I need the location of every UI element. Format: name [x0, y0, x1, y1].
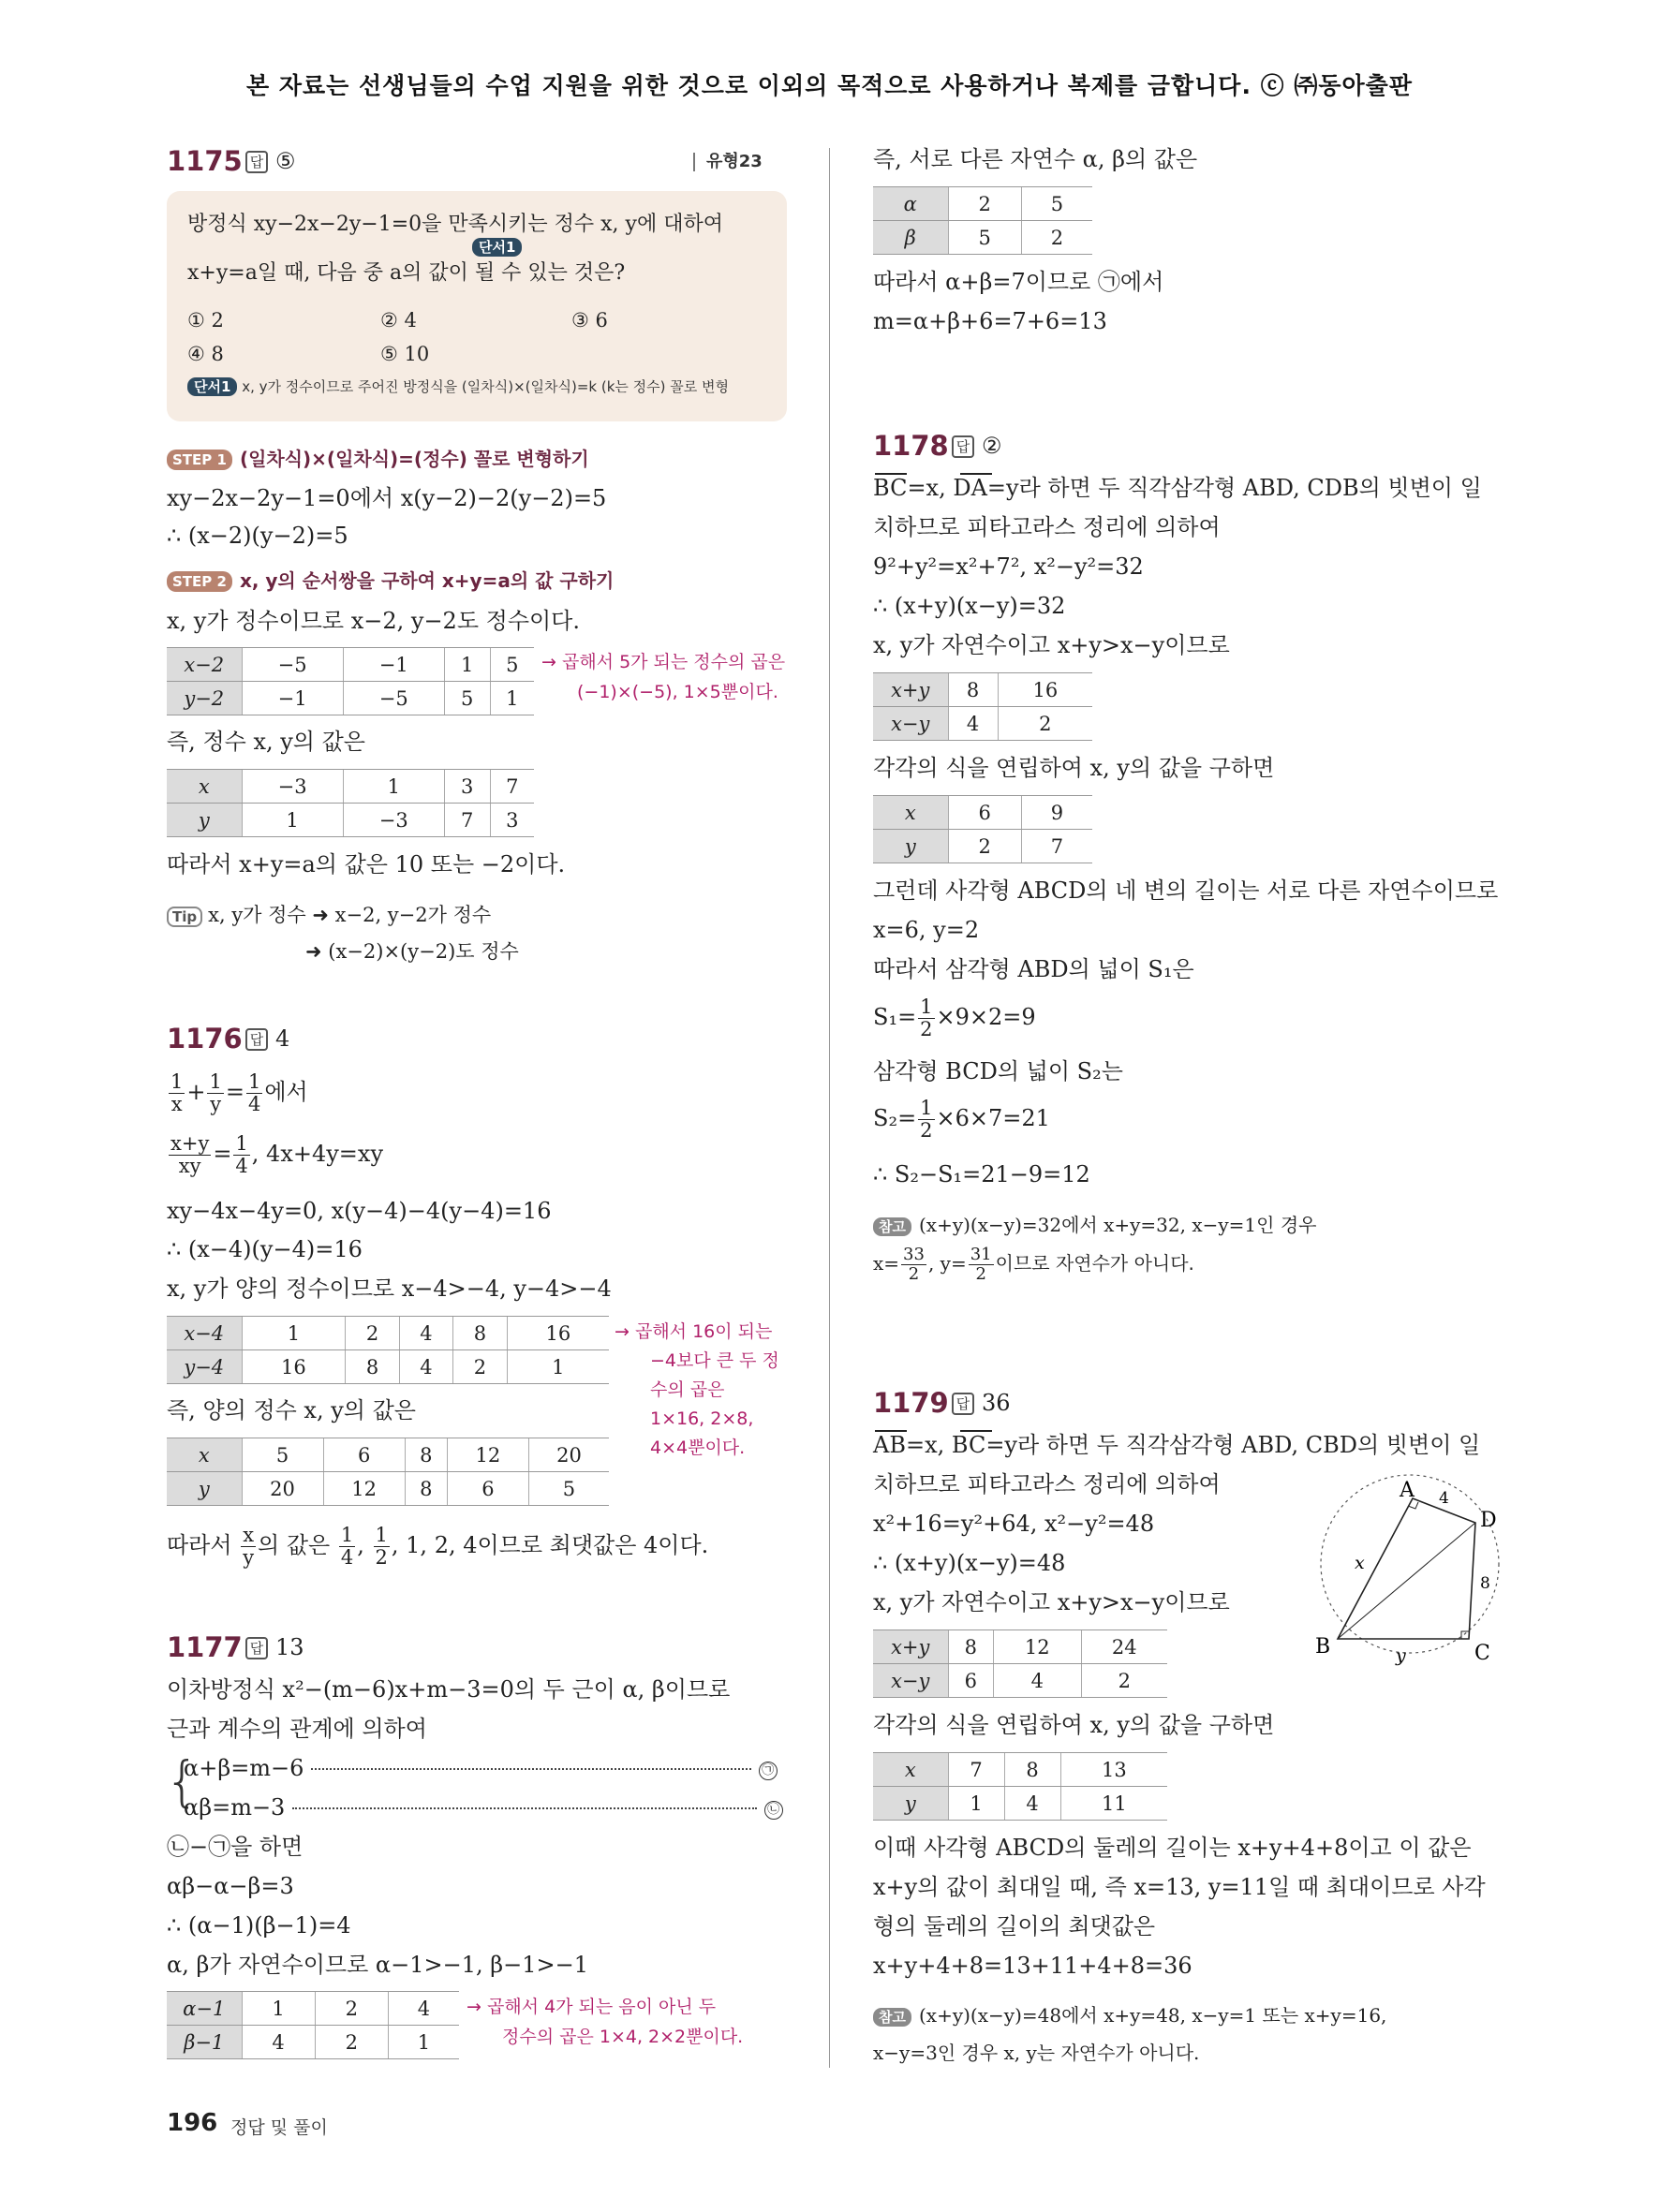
overline	[960, 473, 992, 475]
value-table: x−2 −5 −1 1 5 y−2 −1 −5 5 1	[167, 647, 534, 715]
value-table: x 6 9 y 2 7	[873, 795, 1092, 863]
solution-line: m=α+β+6=7+6=13	[873, 308, 1107, 334]
choice-1: ① 2	[187, 309, 224, 332]
value-table: x+y 8 12 24 x−y 6 4 2	[873, 1630, 1167, 1698]
side-note: → 곱해서 4가 되는 음이 아닌 두	[467, 1997, 717, 2017]
problem-number: 1175	[167, 145, 243, 177]
solution-line: 즉, 정수 x, y의 값은	[167, 729, 365, 755]
solution-line: x, y가 양의 정수이므로 x−4>−4, y−4>−4	[167, 1276, 612, 1302]
answer-mark-icon: 답	[245, 151, 268, 173]
copyright-notice: 본 자료는 선생님들의 수업 지원을 위한 것으로 이외의 목적으로 사용하거나 복제를 금합니다. ⓒ ㈜동아출판	[246, 72, 1413, 99]
solution-line: 각각의 식을 연립하여 x, y의 값을 구하면	[873, 755, 1275, 781]
solution-line: 치하므로 피타고라스 정리에 의하여	[873, 1471, 1221, 1497]
footer-label: 정답 및 풀이	[230, 2117, 328, 2138]
conclusion-line: 따라서 $\frac{x}{y}$ 의 값은 $\frac{1}{4}$ , $\frac{1}{2}$ , 1, 2, 4이므로 최댓값은 4이다.	[167, 1524, 709, 1569]
solution-line: x=6, y=2	[873, 917, 980, 943]
tip-line: ➜ (x−2)×(y−2)도 정수	[305, 940, 519, 963]
answer-mark-icon: 답	[245, 1028, 268, 1051]
solution-line: x, y가 자연수이고 x+y>x−y이므로	[873, 1589, 1230, 1615]
reference-note: 참고 (x+y)(x−y)=48에서 x+y=48, x−y=1 또는 x+y=16,	[873, 2000, 1386, 2030]
answer: 답 ⑤	[245, 146, 296, 176]
label-d: D	[1480, 1509, 1497, 1532]
answer: 답 4	[245, 1024, 289, 1054]
label-eight: 8	[1480, 1574, 1490, 1593]
solution-line: x²+16=y²+64, x²−y²=48	[873, 1511, 1155, 1537]
question-line-1: 방정식 xy−2x−2y−1=0을 만족시키는 정수 x, y에 대하여	[187, 213, 723, 236]
choice-4: ④ 8	[187, 343, 224, 365]
clue-tag: 단서1	[472, 238, 522, 257]
solution-line: 그런데 사각형 ABCD의 네 변의 길이는 서로 다른 자연수이므로	[873, 877, 1499, 904]
system-brace: {	[165, 1749, 200, 1813]
problem-number: 1179	[873, 1387, 949, 1419]
solution-line: 삼각형 BCD의 넓이 S₂는	[873, 1058, 1123, 1084]
value-table: x 5 6 8 12 20 y 20 12 8 6 5	[167, 1438, 609, 1506]
solution-line: ∴ S₂−S₁=21−9=12	[873, 1161, 1090, 1187]
side-note: → 곱해서 16이 되는	[615, 1321, 773, 1342]
answer-mark-icon: 답	[952, 1393, 974, 1415]
solution-line: BC=x, DA=y라 하면 두 직각삼각형 ABD, CDB의 빗변이 일	[873, 475, 1482, 501]
clue-hint: 단서1 x, y가 정수이므로 주어진 방정식을 (일차식)×(일차식)=k (k는 정수) 꼴로 변형	[187, 376, 729, 397]
question-box	[167, 191, 787, 421]
label-a: A	[1400, 1479, 1415, 1502]
step-1-heading: STEP 1 (일차식)×(일차식)=(정수) 꼴로 변형하기	[167, 446, 589, 472]
solution-line: αβ−α−β=3	[167, 1873, 294, 1899]
column-divider	[829, 148, 830, 2068]
solution-line: 따라서 삼각형 ABD의 넓이 S₁은	[873, 956, 1194, 982]
answer: 답 13	[245, 1632, 304, 1662]
page-number: 196	[167, 2109, 218, 2137]
solution-line: xy−2x−2y−1=0에서 x(y−2)−2(y−2)=5	[167, 485, 607, 511]
answer: 답 36	[952, 1388, 1011, 1418]
solution-line: ∴ (α−1)(β−1)=4	[167, 1912, 351, 1939]
solution-line: 형의 둘레의 길이의 최댓값은	[873, 1913, 1156, 1939]
reference-note: 참고 (x+y)(x−y)=32에서 x+y=32, x−y=1인 경우	[873, 1210, 1316, 1240]
solution-line: ㉡−㉠을 하면	[167, 1834, 304, 1860]
solution-line: α, β가 자연수이므로 α−1>−1, β−1>−1	[167, 1952, 588, 1978]
reference-note: x−y=3인 경우 x, y는 자연수가 아니다.	[873, 2042, 1200, 2064]
system-equation-2: αβ=m−3 ㉡	[184, 1792, 783, 1822]
solution-line: 따라서 α+β=7이므로 ㉠에서	[873, 269, 1164, 295]
question-line-2: x+y=a일 때, 다음 중 a의 값이 될 수 있는 것은?	[187, 261, 626, 285]
value-table: x−4 1 2 4 8 16 y−4 16 8 4 2 1	[167, 1316, 609, 1384]
problem-number: 1178	[873, 430, 949, 462]
solution-line: 이때 사각형 ABCD의 둘레의 길이는 x+y+4+8이고 이 값은	[873, 1835, 1472, 1861]
answer-mark-icon: 답	[952, 435, 974, 458]
overline	[875, 473, 907, 475]
problem-number: 1176	[167, 1023, 243, 1054]
overline	[960, 1430, 992, 1432]
right-angle-c	[1461, 1631, 1469, 1639]
label-x: x	[1355, 1553, 1365, 1573]
solution-line: 즉, 서로 다른 자연수 α, β의 값은	[873, 146, 1198, 172]
solution-line: 근과 계수의 관계에 의하여	[167, 1716, 427, 1742]
value-table: x 7 8 13 y 1 4 11	[873, 1752, 1167, 1821]
solution-line: 따라서 x+y=a의 값은 10 또는 −2이다.	[167, 851, 566, 877]
value-table: x+y 8 16 x−y 4 2	[873, 672, 1092, 741]
solution-line: 치하므로 피타고라스 정리에 의하여	[873, 514, 1221, 540]
solution-line: 9²+y²=x²+7², x²−y²=32	[873, 553, 1144, 580]
side-note: (−1)×(−5), 1×5뿐이다.	[577, 682, 778, 702]
solution-line: ∴ (x+y)(x−y)=48	[873, 1550, 1066, 1576]
label-b: B	[1315, 1635, 1331, 1659]
equation: $\frac{x+y}{xy}$ = $\frac{1}{4}$ , 4x+4y=xy	[170, 1132, 383, 1177]
solution-line: x, y가 정수이므로 x−2, y−2도 정수이다.	[167, 608, 580, 634]
solution-line: AB=x, BC=y라 하면 두 직각삼각형 ABD, CBD의 빗변이 일	[873, 1432, 1481, 1458]
solution-line: ∴ (x−2)(y−2)=5	[167, 523, 348, 549]
side-note: 1×16, 2×8,	[650, 1408, 754, 1429]
problem-type: 유형23	[693, 153, 763, 171]
overline	[875, 1430, 907, 1432]
problem-number: 1177	[167, 1631, 243, 1663]
value-table: α 2 5 β 5 2	[873, 186, 1092, 255]
step-2-heading: STEP 2 x, y의 순서쌍을 구하여 x+y=a의 값 구하기	[167, 568, 614, 594]
solution-line: 각각의 식을 연립하여 x, y의 값을 구하면	[873, 1712, 1275, 1738]
answer-mark-icon: 답	[245, 1637, 268, 1659]
diagonal-bd	[1338, 1523, 1475, 1639]
value-table: α−1 1 2 4 β−1 4 2 1	[167, 1991, 459, 2059]
solution-line: 이차방정식 x²−(m−6)x+m−3=0의 두 근이 α, β이므로	[167, 1676, 731, 1703]
label-c: C	[1474, 1642, 1490, 1665]
solution-line: x+y의 값이 최대일 때, 즉 x=13, y=11일 때 최대이므로 사각	[873, 1874, 1486, 1900]
equation: $\frac{1}{x}$ + $\frac{1}{y}$ = $\frac{1}{4}$ 에서	[170, 1070, 308, 1115]
label-y: y	[1396, 1645, 1406, 1666]
side-note: → 곱해서 5가 되는 정수의 곱은	[541, 652, 786, 672]
solution-line: x, y가 자연수이고 x+y>x−y이므로	[873, 632, 1230, 658]
choice-2: ② 4	[380, 309, 417, 332]
area-equation: S₁= $\frac{1}{2}$ ×9×2=9	[873, 995, 1036, 1040]
solution-line: ∴ (x+y)(x−y)=32	[873, 593, 1066, 619]
value-table: x −3 1 3 7 y 1 −3 7 3	[167, 769, 534, 837]
side-note: 4×4뿐이다.	[650, 1438, 746, 1458]
solution-line: x+y+4+8=13+11+4+8=36	[873, 1953, 1192, 1979]
tip-line: Tip x, y가 정수 ➜ x−2, y−2가 정수	[167, 900, 491, 930]
side-note: 수의 곱은	[650, 1379, 725, 1400]
quadrilateral-figure	[1302, 1461, 1518, 1667]
label-four: 4	[1439, 1489, 1449, 1508]
choice-3: ③ 6	[571, 309, 608, 332]
side-note: −4보다 큰 두 정	[650, 1350, 779, 1371]
solution-line: 즉, 양의 정수 x, y의 값은	[167, 1397, 416, 1423]
system-equation-1: α+β=m−6 ㉠	[184, 1753, 778, 1783]
answer: 답 ②	[952, 431, 1002, 461]
solution-line: xy−4x−4y=0, x(y−4)−4(y−4)=16	[167, 1198, 552, 1224]
solution-line: ∴ (x−4)(y−4)=16	[167, 1236, 363, 1262]
reference-note: x= $\frac{33}{2}$ , y= $\frac{31}{2}$ 이므로 자연수가 아니다.	[873, 1245, 1194, 1284]
side-note: 정수의 곱은 1×4, 2×2뿐이다.	[502, 2027, 744, 2047]
choice-5: ⑤ 10	[380, 343, 430, 365]
area-equation: S₂= $\frac{1}{2}$ ×6×7=21	[873, 1097, 1050, 1142]
